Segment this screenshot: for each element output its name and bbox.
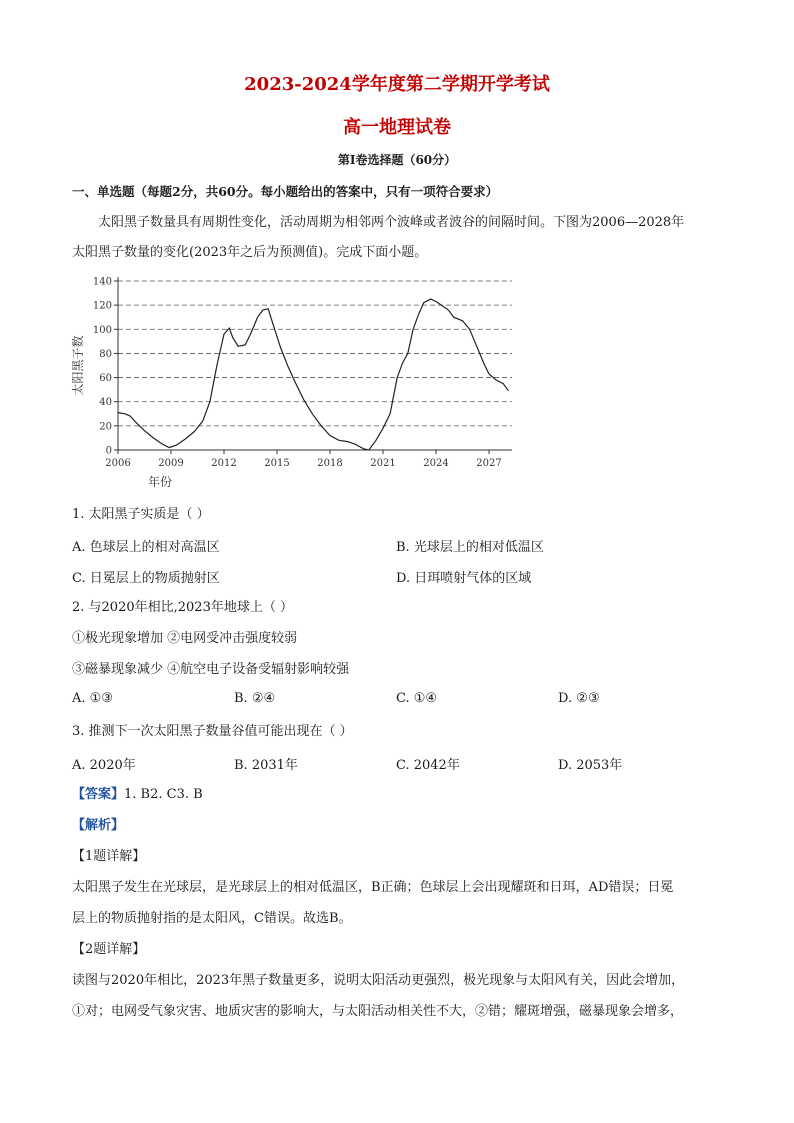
- detail-1-label: 【1题详解】: [72, 849, 146, 864]
- answer-line: [72, 785, 203, 805]
- y-tick-label-20: 20: [99, 421, 112, 433]
- q2-option-c[interactable]: C. ①④: [396, 691, 438, 706]
- y-tick-labels: [93, 277, 112, 457]
- q3-stem: 3. 推测下一次太阳黑子数量谷值可能出现在（ ）: [72, 724, 353, 739]
- q1-option-a[interactable]: A. 色球层上的相对高温区: [72, 540, 220, 555]
- intro-line-1: 太阳黑子数量具有周期性变化，活动周期为相邻两个波峰或者波谷的间隔时间。下图为2006—2028年: [98, 215, 685, 230]
- q2-option-a[interactable]: A. ①③: [72, 691, 113, 706]
- intro-line-2: 太阳黑子数量的变化(2023年之后为预测值)。完成下面小题。: [72, 245, 428, 260]
- detail-2-label: 【2题详解】: [72, 942, 146, 957]
- detail-2-line-1: 读图与2020年相比，2023年黑子数量更多，说明太阳活动更强烈，极光现象与太阳风有关，因此会增加，: [72, 973, 685, 988]
- detail-2-line-2: ①对；电网受气象灾害、地质灾害的影响大，与太阳活动相关性不大，②错；耀斑增强，磁暴现象会增多，: [72, 1004, 684, 1019]
- q2-option-d[interactable]: D. ②③: [558, 691, 600, 706]
- detail-1-line-2: 层上的物质抛射指的是太阳风，C错误。故选B。: [72, 911, 352, 926]
- x-tick-label-2015: 2015: [264, 458, 290, 469]
- chart-grid: [118, 281, 512, 426]
- answer-label: 【答案】: [72, 787, 125, 802]
- sunspot-series-line: [118, 299, 509, 450]
- q2-option-b[interactable]: B. ②④: [234, 691, 276, 706]
- y-tick-label-60: 60: [99, 373, 112, 385]
- q1-stem: 1. 太阳黑子实质是（ ）: [72, 507, 210, 522]
- x-tick-label-2006: 2006: [105, 458, 131, 469]
- x-tick-label-2009: 2009: [158, 458, 184, 469]
- y-tick-label-0: 0: [105, 445, 112, 457]
- exam-subtitle: 高一地理试卷: [343, 117, 451, 138]
- detail-1-line-1: 太阳黑子发生在光球层，是光球层上的相对低温区，B正确；色球层上会出现耀斑和日珥，AD错误；日冕: [72, 880, 674, 895]
- x-tick-label-2012: 2012: [211, 458, 237, 469]
- q1-option-c[interactable]: C. 日冕层上的物质抛射区: [72, 571, 220, 586]
- q3-option-d[interactable]: D. 2053年: [558, 758, 623, 773]
- x-tick-label-2027: 2027: [476, 458, 502, 469]
- x-axis-label: 年份: [147, 475, 173, 489]
- section-heading: 一、单选题（每题2分，共60分。每小题给出的答案中，只有一项符合要求）: [72, 184, 499, 199]
- x-tick-label-2018: 2018: [317, 458, 343, 469]
- analysis-label: 【解析】: [72, 818, 125, 833]
- q2-statement-2: ③磁暴现象减少 ④航空电子设备受辐射影响较强: [72, 662, 350, 677]
- y-tick-label-140: 140: [92, 276, 112, 288]
- sunspot-chart: [60, 270, 530, 495]
- y-tick-label-80: 80: [99, 348, 112, 360]
- x-tick-labels: [105, 458, 501, 469]
- y-tick-label-40: 40: [99, 397, 112, 409]
- q3-option-b[interactable]: B. 2031年: [234, 758, 298, 773]
- exam-title: 2023-2024学年度第二学期开学考试: [244, 74, 550, 95]
- q1-option-b[interactable]: B. 光球层上的相对低温区: [396, 540, 544, 555]
- q3-option-a[interactable]: A. 2020年: [72, 758, 136, 773]
- answer-text: 1. B2. C3. B: [124, 787, 203, 802]
- q3-option-c[interactable]: C. 2042年: [396, 758, 460, 773]
- y-axis-label: 太阳黑子数: [71, 335, 85, 396]
- q2-stem: 2. 与2020年相比,2023年地球上（ ）: [72, 600, 293, 615]
- q2-statement-1: ①极光现象增加 ②电网受冲击强度较弱: [72, 631, 298, 646]
- x-tick-label-2024: 2024: [423, 458, 449, 469]
- chart-axes: [114, 277, 512, 454]
- part-title: 第Ⅰ卷选择题（60分）: [337, 153, 457, 167]
- y-tick-label-120: 120: [92, 300, 112, 312]
- x-tick-label-2021: 2021: [370, 458, 396, 469]
- q1-option-d[interactable]: D. 日珥喷射气体的区域: [396, 571, 532, 586]
- y-tick-label-100: 100: [92, 324, 112, 336]
